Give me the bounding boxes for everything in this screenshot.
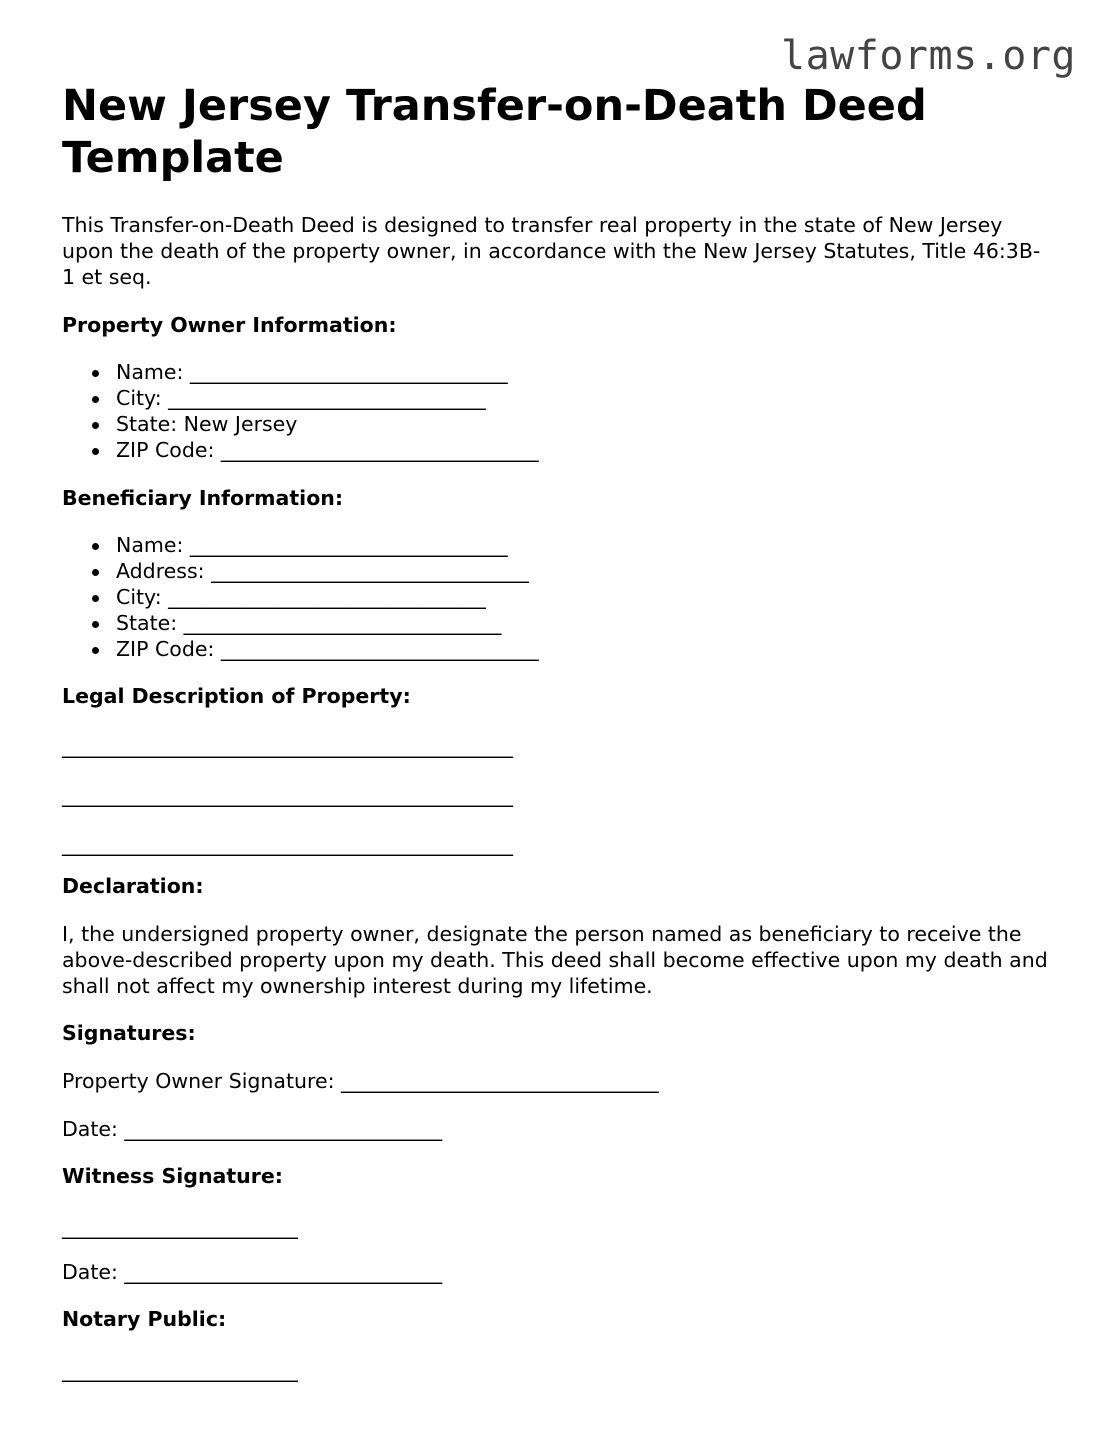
owner-name-field[interactable]: Name: _______________________________ bbox=[92, 359, 539, 385]
beneficiary-field-list bbox=[92, 532, 539, 662]
beneficiary-heading: Beneficiary Information: bbox=[62, 486, 344, 510]
witness-heading: Witness Signature: bbox=[62, 1164, 283, 1188]
beneficiary-zip-field[interactable]: ZIP Code: _______________________________ bbox=[92, 636, 539, 662]
watermark-logo: lawforms.org bbox=[781, 33, 1076, 79]
owner-signature-field[interactable]: Property Owner Signature: _______________________________ bbox=[62, 1069, 659, 1093]
owner-city-field[interactable]: City: _______________________________ bbox=[92, 385, 539, 411]
owner-heading: Property Owner Information: bbox=[62, 313, 397, 337]
owner-date-field[interactable]: Date: _______________________________ bbox=[62, 1117, 443, 1141]
beneficiary-state-field[interactable]: State: _______________________________ bbox=[92, 610, 539, 636]
declaration-heading: Declaration: bbox=[62, 874, 204, 898]
witness-date-field[interactable]: Date: _______________________________ bbox=[62, 1260, 443, 1284]
notary-signature-line[interactable]: _______________________ bbox=[62, 1358, 298, 1382]
intro-paragraph: This Transfer-on-Death Deed is designed to transfer real property in the state of New Jersey upon the death of the property owner, in accordance with the New Jersey Statutes, Title 46:3B-1 et seq. bbox=[62, 213, 1041, 289]
notary-heading: Notary Public: bbox=[62, 1307, 227, 1331]
legal-description-line[interactable]: ____________________________________________ bbox=[62, 783, 513, 807]
witness-signature-line[interactable]: _______________________ bbox=[62, 1215, 298, 1239]
signatures-heading: Signatures: bbox=[62, 1021, 196, 1045]
owner-zip-field[interactable]: ZIP Code: _______________________________ bbox=[92, 437, 539, 463]
legal-description-line[interactable]: ____________________________________________ bbox=[62, 734, 513, 758]
page-title: New Jersey Transfer-on-Death Deed Template bbox=[62, 81, 927, 183]
legal-description-heading: Legal Description of Property: bbox=[62, 684, 411, 708]
owner-field-list bbox=[92, 359, 539, 463]
legal-description-line[interactable]: ____________________________________________ bbox=[62, 832, 513, 856]
beneficiary-city-field[interactable]: City: _______________________________ bbox=[92, 584, 539, 610]
declaration-text: I, the undersigned property owner, designate the person named as beneficiary to receive the above-described property upon my death. This deed shall become effective upon my death and shall not affect my ownership interest during my lifetime. bbox=[62, 922, 1048, 998]
beneficiary-address-field[interactable]: Address: _______________________________ bbox=[92, 558, 539, 584]
owner-state-field: State: New Jersey bbox=[92, 411, 539, 437]
beneficiary-name-field[interactable]: Name: _______________________________ bbox=[92, 532, 539, 558]
